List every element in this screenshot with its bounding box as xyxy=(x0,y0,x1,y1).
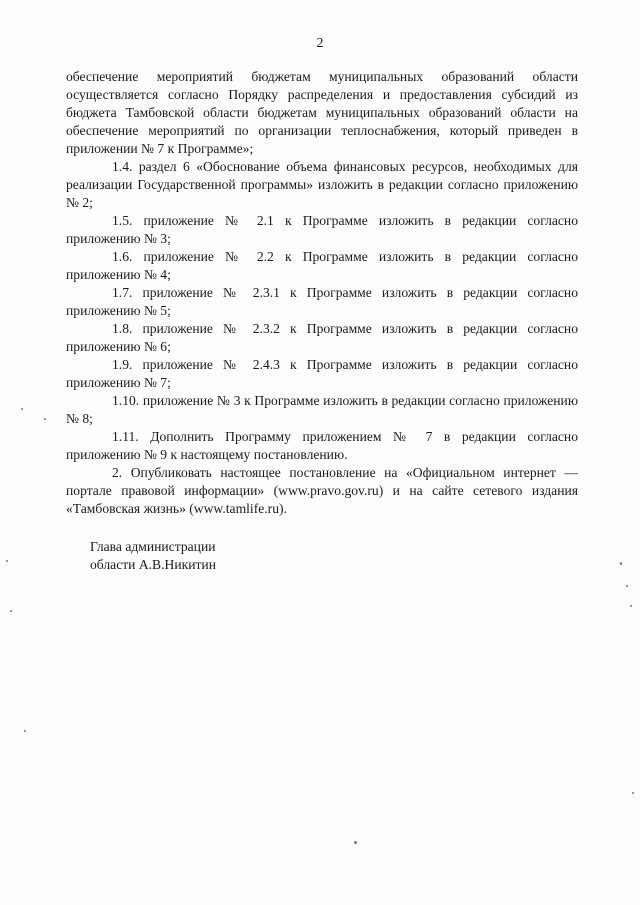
scan-speck xyxy=(6,560,8,562)
paragraph-1-9: 1.9. приложение № 2.4.3 к Программе изложить в редакции согласно приложению № 7; xyxy=(66,357,578,390)
scan-speck xyxy=(620,562,622,565)
paragraph-continuation: обеспечение мероприятий бюджетам муниципальных образований области осуществляется согласно Порядку распределения и предоставления субсидий из бюджета Тамбовской области бюджетам муниципальных образований области на обеспечение мероприятий по организации теплоснабжения, который приведен в приложении № 7 к Программе»; xyxy=(66,69,578,156)
paragraph-1-7: 1.7. приложение № 2.3.1 к Программе изложить в редакции согласно приложению № 5; xyxy=(66,285,578,318)
paragraph-1-6: 1.6. приложение № 2.2 к Программе изложить в редакции согласно приложению № 4; xyxy=(66,249,578,282)
scan-speck xyxy=(10,610,12,612)
page-number: 2 xyxy=(316,36,324,51)
scan-speck xyxy=(44,418,46,420)
paragraph-1-4: 1.4. раздел 6 «Обоснование объема финансовых ресурсов, необходимых для реализации Государственной программы» изложить в редакции согласно приложению № 2; xyxy=(66,159,578,210)
scan-speck xyxy=(21,408,23,410)
scan-speck xyxy=(24,730,26,732)
signature-block xyxy=(90,538,216,574)
paragraph-1-11: 1.11. Дополнить Программу приложением № 7 в редакции согласно приложению № 9 к настоящему постановлению. xyxy=(66,429,578,462)
signature-title: Глава администрации xyxy=(90,539,216,554)
paragraph-1-10: 1.10. приложение № 3 к Программе изложить в редакции согласно приложению № 8; xyxy=(66,393,578,426)
paragraph-1-5: 1.5. приложение № 2.1 к Программе изложить в редакции согласно приложению № 3; xyxy=(66,213,578,246)
scan-speck xyxy=(630,605,632,607)
paragraph-2: 2. Опубликовать настоящее постановление на «Официальном интернет — портале правовой информации» (www.pravo.gov.ru) и на сайте сетевого издания «Тамбовская жизнь» (www.tamlife.ru). xyxy=(66,465,578,516)
signature-name: области А.В.Никитин xyxy=(90,557,216,572)
scan-speck xyxy=(626,585,628,587)
scan-speck xyxy=(354,841,357,844)
paragraph-1-8: 1.8. приложение № 2.3.2 к Программе изложить в редакции согласно приложению № 6; xyxy=(66,321,578,354)
document-body xyxy=(66,68,578,518)
scan-speck xyxy=(632,792,634,794)
